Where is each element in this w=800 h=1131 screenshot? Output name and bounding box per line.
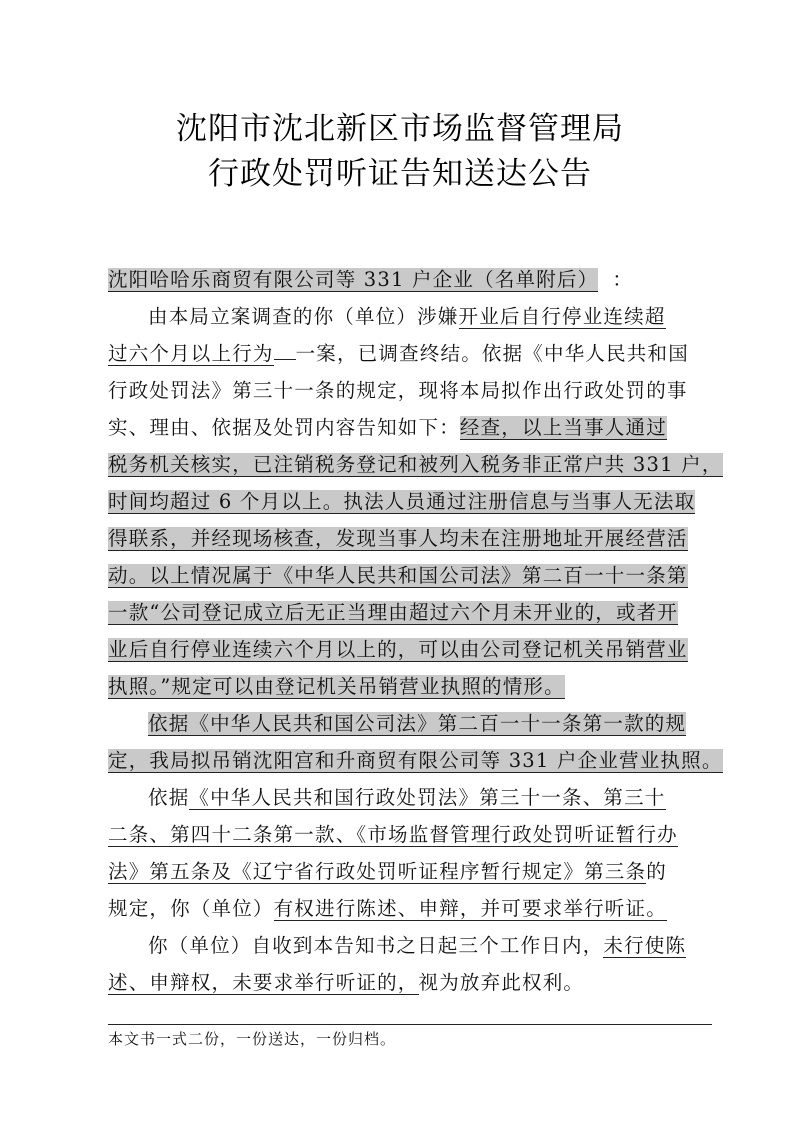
- p1-line-10: [108, 635, 688, 665]
- p3-legal-basis: 法》第五条及《辽宁省行政处罚听证程序暂行规定》第三条: [108, 860, 647, 883]
- p3-text: 依据: [148, 786, 190, 809]
- p1-line-2: [108, 339, 689, 369]
- footer-divider: [108, 1024, 712, 1025]
- p3-text: 的: [646, 860, 667, 883]
- addressee-line: [108, 265, 633, 295]
- page-title: 沈阳市沈北新区市场监督管理局: [176, 111, 624, 147]
- p1-text: 行政处罚法》第三十一条的规定，现将本局拟作出行政处罚的事: [108, 379, 688, 402]
- p1-facts: 一款“公司登记成立后无正当理由超过六个月未开业的，或者开: [108, 601, 679, 624]
- p1-line-6: [108, 487, 695, 517]
- p3-line-2: [108, 820, 678, 850]
- p3-text: 规定，你（单位）: [108, 897, 274, 920]
- p1-facts: 时间均超过 6 个月以上。执法人员通过注册信息与当事人无法取: [108, 490, 696, 513]
- p1-line-8: [108, 561, 688, 591]
- p1-line-9: [108, 598, 678, 628]
- p1-facts: 得联系，并经现场核查，发现当事人均未在注册地址开展经营活: [108, 527, 688, 550]
- addressee-colon: ：: [612, 268, 634, 291]
- p4-text: 你（单位）自收到本告知书之日起三个工作日内，: [148, 934, 604, 957]
- p1-line-3: [108, 376, 688, 406]
- p1-facts: 执照。”规定可以由登记机关吊销营业执照的情形。: [108, 675, 565, 698]
- page-subtitle: 行政处罚听证告知送达公告: [208, 156, 592, 192]
- p3-legal-basis: 二条、第四十二条第一款、《市场监督管理行政处罚听证暂行办: [108, 823, 678, 846]
- p3-line-1: [108, 783, 666, 813]
- p1-text: 实、理由、依据及处罚内容告知如下：: [108, 416, 460, 439]
- p4-text: 视为放弃此权利。: [418, 971, 585, 994]
- p1-text: 一案，已调查终结。依据《中华人民共和国: [295, 342, 689, 365]
- p3-line-4: [108, 894, 667, 924]
- p1-text: 由本局立案调查的你（单位）涉嫌: [148, 305, 459, 328]
- p4-waiver: 述、申辩权，未要求举行听证的，: [108, 971, 419, 994]
- p2-decision: 定，我局拟吊销沈阳宫和升商贸有限公司等 331 户企业营业执照。: [108, 749, 723, 772]
- p4-waiver: 未行使陈: [603, 934, 687, 957]
- addressee: 沈阳哈哈乐商贸有限公司等 331 户企业（名单附后）: [108, 268, 599, 291]
- p1-violation-cont: 过六个月以上行为: [108, 342, 274, 365]
- p3-line-3: [108, 857, 667, 887]
- p1-facts: 动。以上情况属于《中华人民共和国公司法》第二百一十一条第: [108, 564, 688, 587]
- p3-rights: 有权进行陈述、申辩，并可要求举行听证。: [273, 897, 667, 920]
- p3-legal-basis: 《中华人民共和国行政处罚法》第三十一条、第三十: [189, 786, 666, 809]
- p1-violation: 开业后自行停业连续超: [458, 305, 666, 328]
- p2-line-1: [108, 709, 686, 739]
- p1-line-1: [108, 302, 666, 332]
- p4-line-2: [108, 968, 584, 998]
- p1-facts: 税务机关核实，已注销税务登记和被列入税务非正常户共 331 户，: [108, 453, 723, 476]
- p4-line-1: [108, 931, 686, 961]
- p1-line-4: [108, 413, 667, 443]
- p1-facts: 经查，以上当事人通过: [459, 416, 667, 439]
- p2-decision: 依据《中华人民共和国公司法》第二百一十一条第一款的规: [148, 712, 687, 735]
- p1-facts: 业后自行停业连续六个月以上的，可以由公司登记机关吊销营业: [108, 638, 688, 661]
- p1-line-7: [108, 524, 688, 554]
- p1-line-5: [108, 450, 723, 480]
- p2-line-2: [108, 746, 723, 776]
- footer-note: 本文书一式二份，一份送达，一份归档。: [108, 1030, 397, 1048]
- p1-line-11: [108, 672, 565, 702]
